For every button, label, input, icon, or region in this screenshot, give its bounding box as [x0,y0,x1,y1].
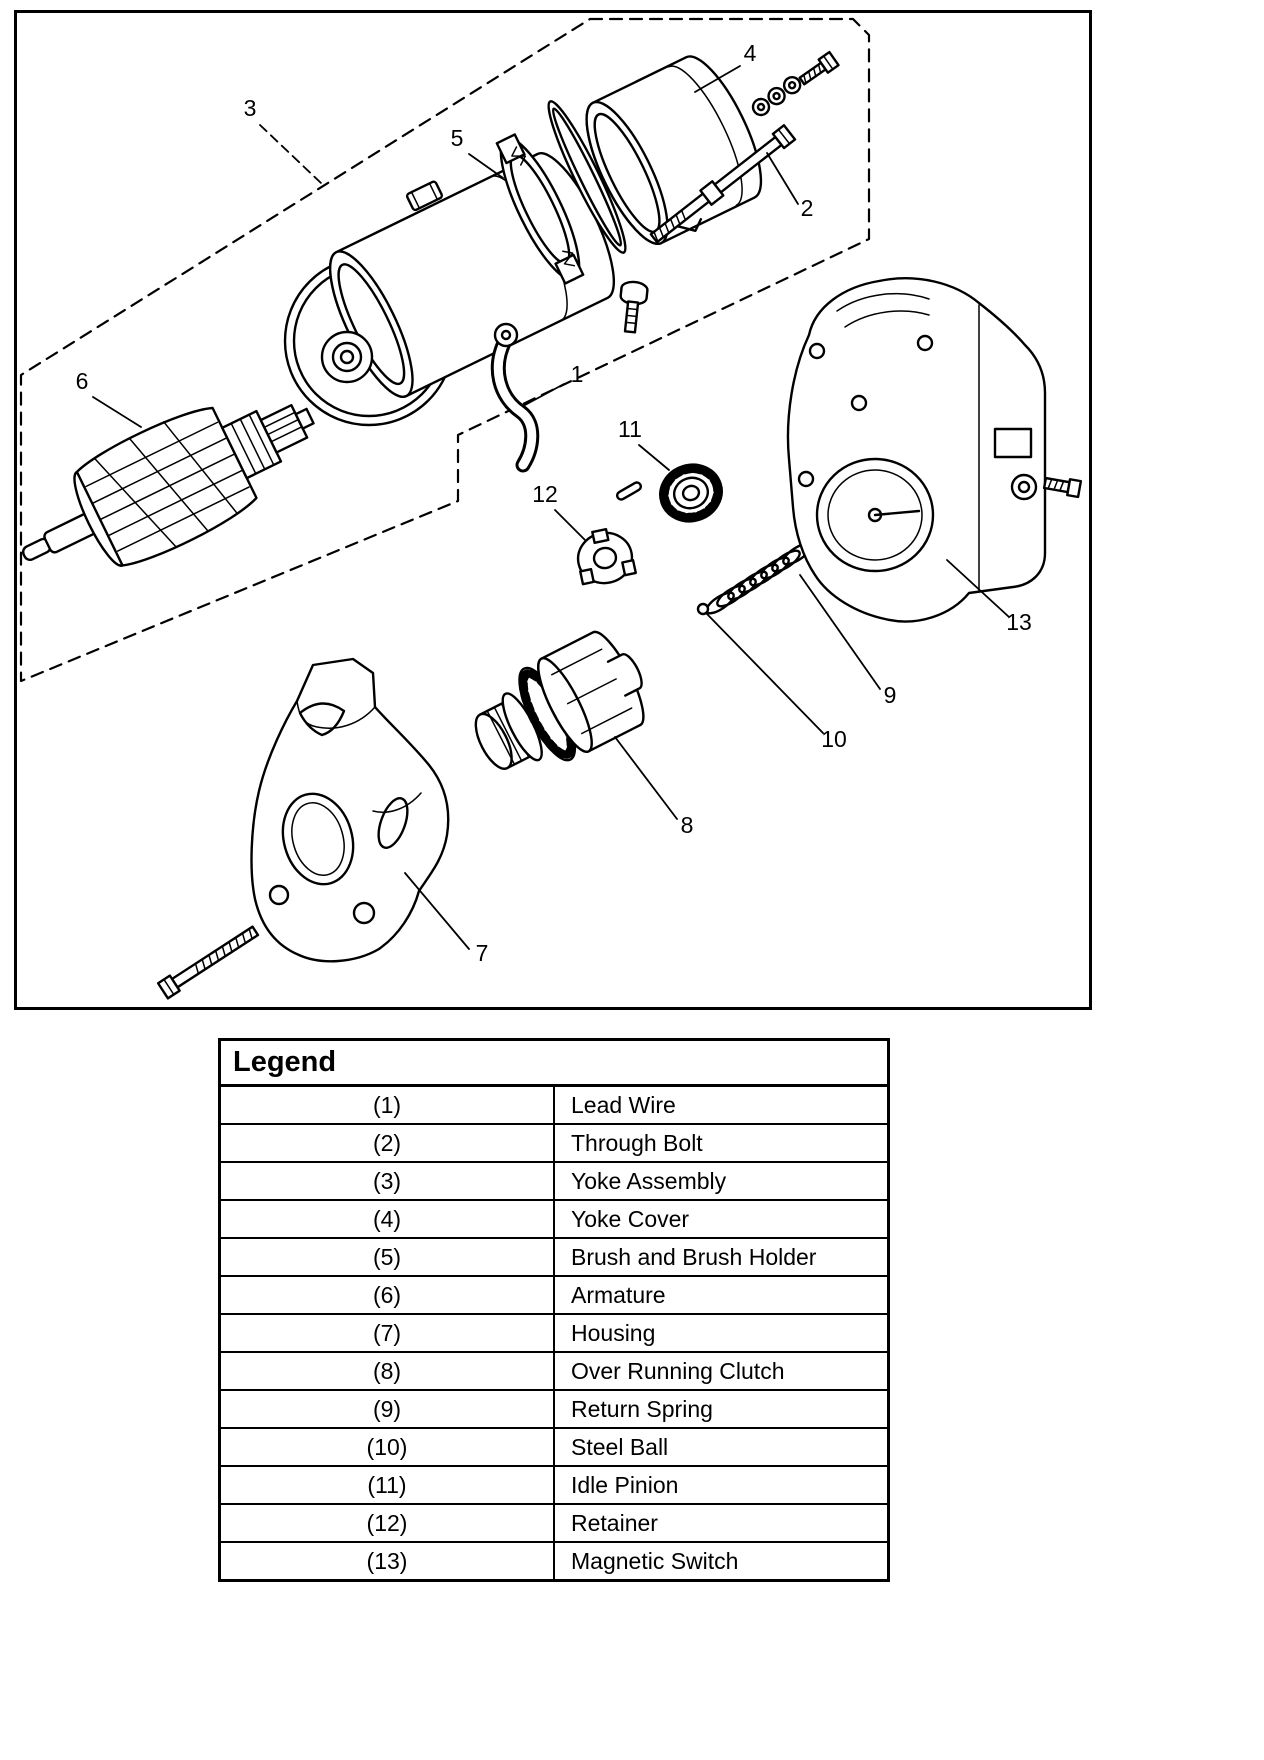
legend-part-number: (3) [220,1162,555,1200]
legend-table [218,1038,890,1582]
legend-part-name: Idle Pinion [554,1466,889,1504]
starter-exploded-view-svg [17,13,1089,1007]
callout-label-9: 9 [883,682,897,708]
idle-pinion-drawing [653,457,729,529]
legend-row [220,1276,889,1314]
callout-label-2: 2 [800,195,814,221]
legend-row [220,1428,889,1466]
legend-row [220,1504,889,1542]
callout-leader-8 [615,737,677,819]
legend-row [220,1466,889,1504]
callout-label-3: 3 [243,95,257,121]
callout-label-4: 4 [743,40,757,66]
callout-label-8: 8 [680,812,694,838]
callout-leader-12 [555,510,585,540]
legend-part-name: Brush and Brush Holder [554,1238,889,1276]
magnetic-switch-drawing [788,278,1081,621]
callout-leader-11 [639,445,669,470]
exploded-diagram-panel [14,10,1092,1010]
legend-row [220,1162,889,1200]
legend-part-name: Steel Ball [554,1428,889,1466]
legend-row [220,1086,889,1125]
callout-leader-5 [469,154,503,178]
overrunning-clutch-drawing [459,622,661,794]
legend-row [220,1238,889,1276]
yoke-bearing-hub-drawing [322,332,372,382]
legend-part-number: (11) [220,1466,555,1504]
legend-row [220,1124,889,1162]
housing-drawing [252,659,449,961]
armature-drawing [17,363,336,609]
callout-leader-10 [707,614,823,733]
washer-set-drawing [750,74,803,118]
steel-ball-drawing [698,604,708,614]
legend-part-name: Yoke Assembly [554,1162,889,1200]
callout-leader-6 [93,397,141,427]
legend-part-name: Lead Wire [554,1086,889,1125]
legend-title: Legend [220,1040,889,1086]
cover-screw-drawing [797,52,838,87]
legend-row [220,1314,889,1352]
legend-part-name: Through Bolt [554,1124,889,1162]
callout-label-12: 12 [532,481,558,507]
callout-label-10: 10 [821,726,847,752]
terminal-screw-drawing [617,281,648,333]
callout-label-11: 11 [618,416,642,442]
callout-label-6: 6 [75,368,89,394]
legend-part-number: (8) [220,1352,555,1390]
legend-row [220,1390,889,1428]
callout-label-7: 7 [475,940,489,966]
legend-part-name: Armature [554,1276,889,1314]
legend-part-number: (6) [220,1276,555,1314]
callout-label-5: 5 [450,125,464,151]
legend-row [220,1200,889,1238]
legend-header-row [220,1040,889,1086]
callout-leader-7 [405,873,469,949]
legend-part-number: (13) [220,1542,555,1581]
legend-part-name: Retainer [554,1504,889,1542]
return-spring-drawing [703,540,813,617]
legend-part-number: (2) [220,1124,555,1162]
legend-row [220,1352,889,1390]
legend-row [220,1542,889,1581]
legend-part-number: (5) [220,1238,555,1276]
legend-part-number: (10) [220,1428,555,1466]
legend-part-name: Yoke Cover [554,1200,889,1238]
callout-label-1: 1 [570,361,584,387]
legend-part-name: Return Spring [554,1390,889,1428]
legend-part-number: (7) [220,1314,555,1352]
legend-part-name: Over Running Clutch [554,1352,889,1390]
legend-part-name: Magnetic Switch [554,1542,889,1581]
legend-part-number: (12) [220,1504,555,1542]
legend-part-number: (9) [220,1390,555,1428]
legend-part-number: (4) [220,1200,555,1238]
mounting-bolt-drawing [158,923,260,998]
legend-part-name: Housing [554,1314,889,1352]
callout-leader-2 [767,153,798,204]
pinion-pin-drawing [616,481,643,501]
callout-leader-1 [525,384,564,405]
legend-part-number: (1) [220,1086,555,1125]
retainer-drawing [573,525,637,588]
callout-leader-3 [260,125,321,183]
callout-label-13: 13 [1006,609,1032,635]
